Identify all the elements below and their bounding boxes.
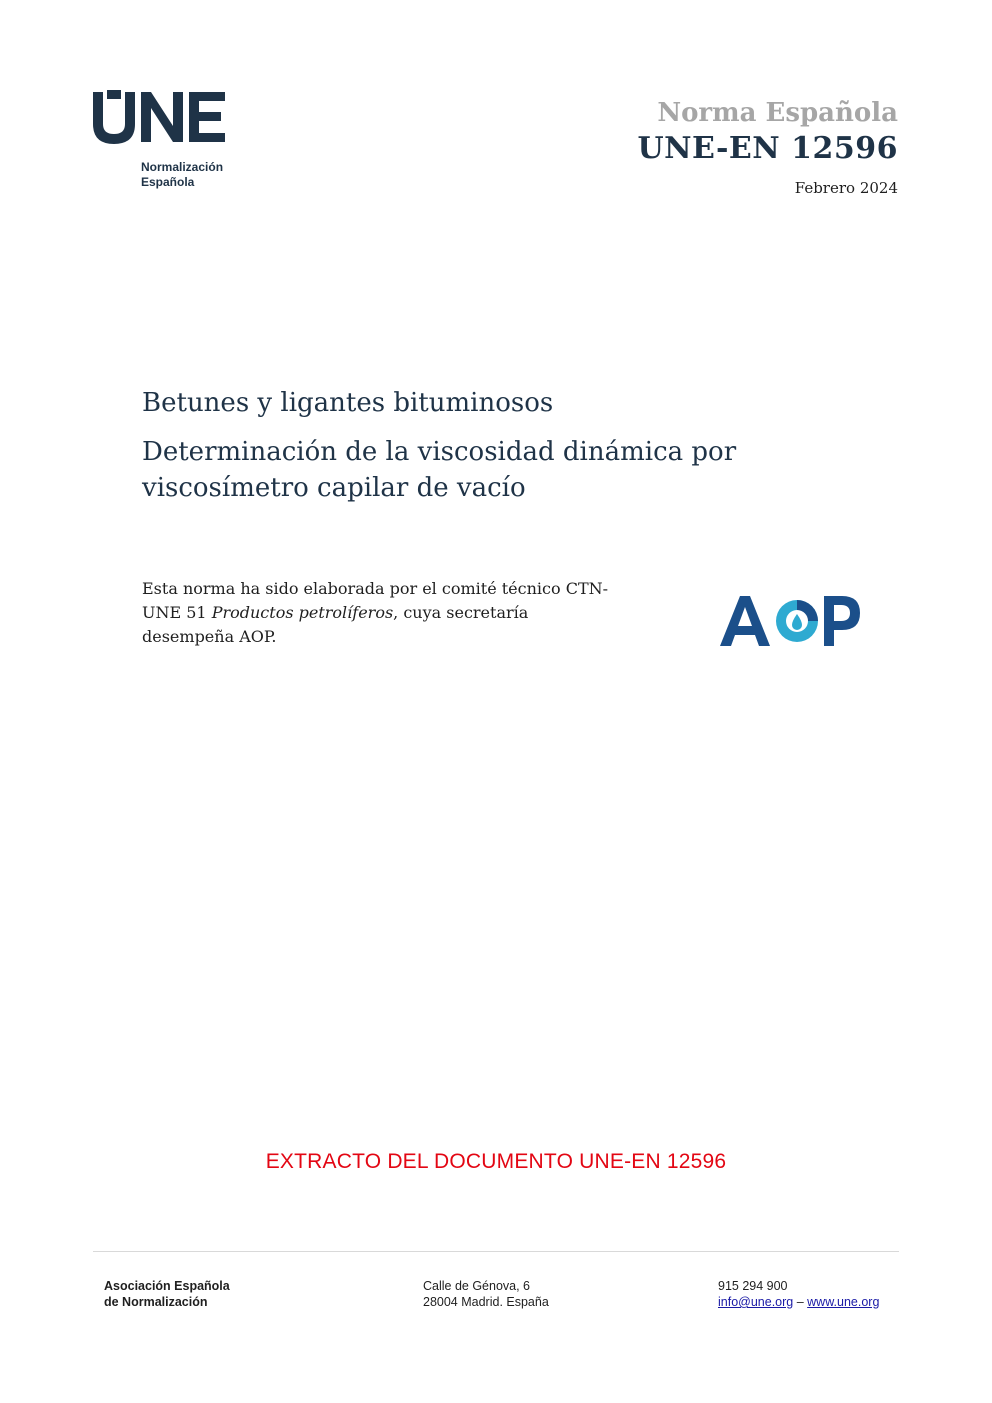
contact-links <box>718 1294 879 1310</box>
committee-statement <box>142 577 622 649</box>
footer-organization <box>104 1278 230 1310</box>
footer-contact <box>718 1278 879 1310</box>
subtitle: Determinación de la viscosidad dinámica por viscosímetro capilar de vacío <box>142 437 737 503</box>
committee-text-after: , cuya secretaría desempeña AOP. <box>142 603 529 646</box>
aop-logo <box>720 594 862 648</box>
main-title: Betunes y ligantes bituminosos <box>142 388 554 418</box>
org-line2: de Normalización <box>104 1295 208 1309</box>
extract-notice: EXTRACTO DEL DOCUMENTO UNE-EN 12596 <box>265 1150 727 1173</box>
publication-date: Febrero 2024 <box>794 179 898 197</box>
norma-label: Norma Española <box>657 98 898 128</box>
une-logo-mark <box>93 90 227 144</box>
une-logo-subtitle <box>141 160 233 190</box>
link-separator: – <box>793 1295 808 1309</box>
document-titles <box>142 386 902 506</box>
footer-divider <box>93 1251 899 1252</box>
address-line2: 28004 Madrid. España <box>423 1295 549 1309</box>
logo-subtitle-line2: Española <box>141 175 195 189</box>
address-line1: Calle de Génova, 6 <box>423 1279 531 1293</box>
committee-name: Productos petrolíferos <box>211 603 394 622</box>
email-link[interactable]: info@une.org <box>718 1295 794 1309</box>
une-logo <box>93 90 233 190</box>
logo-subtitle-line1: Normalización <box>141 160 224 174</box>
footer-address <box>423 1278 549 1310</box>
website-link[interactable]: www.une.org <box>807 1295 880 1309</box>
document-header <box>637 96 898 198</box>
phone-number: 915 294 900 <box>718 1279 788 1293</box>
aop-logo-mark <box>720 594 862 648</box>
norma-code: UNE-EN 12596 <box>637 131 898 166</box>
org-line1: Asociación Española <box>104 1279 230 1293</box>
committee-text-before: Esta norma ha sido elaborada por el comité técnico CTN-UNE 51 <box>142 579 609 622</box>
